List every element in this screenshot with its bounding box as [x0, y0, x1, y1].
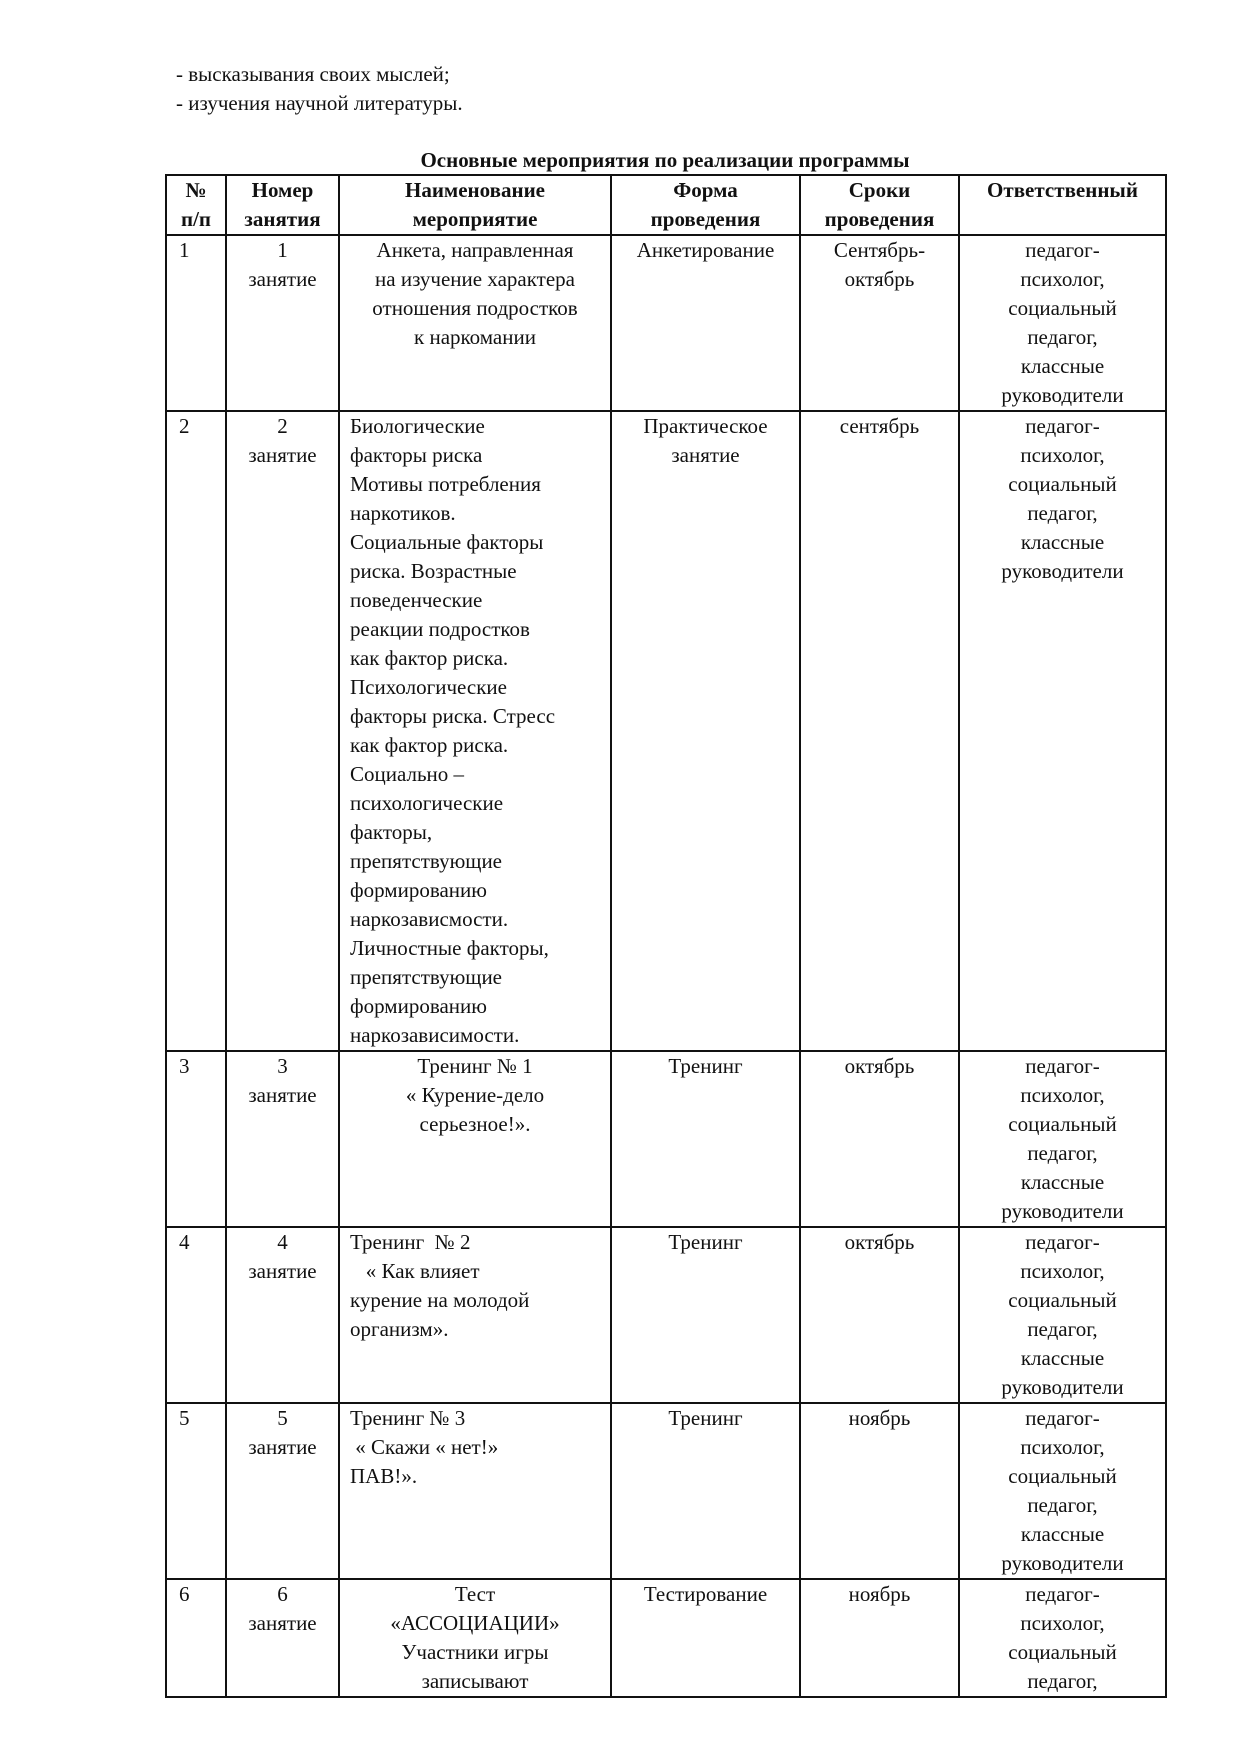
cell-lesson [226, 1403, 339, 1579]
cell-responsible-line: педагог- [1025, 1230, 1100, 1254]
cell-activity-name-line: « Скажи « нет!» [350, 1435, 499, 1459]
cell-responsible-line: педагог, [1027, 1493, 1098, 1517]
cell-activity-name-line: Участники игры [401, 1640, 549, 1664]
header-responsible: Ответственный [959, 175, 1166, 235]
cell-responsible [959, 411, 1166, 1051]
cell-term-line: октябрь [844, 1054, 915, 1078]
table-row [166, 411, 1166, 1051]
cell-form [611, 1403, 800, 1579]
cell-responsible-line: руководители [1001, 559, 1124, 583]
cell-responsible-line: социальный [1008, 472, 1117, 496]
cell-activity-name-line: «АССОЦИАЦИИ» [390, 1611, 560, 1635]
intro-list [176, 60, 463, 118]
cell-responsible-line: педагог, [1027, 1141, 1098, 1165]
cell-activity-name-line: Тренинг № 1 [417, 1054, 533, 1078]
cell-activity-name-line: курение на молодой [350, 1288, 530, 1312]
cell-activity-name-line: на изучение характера [375, 267, 575, 291]
cell-num: 5 [166, 1403, 226, 1579]
cell-form [611, 235, 800, 411]
cell-form-line: Тренинг [668, 1230, 743, 1254]
cell-activity-name-line: Тест [454, 1582, 496, 1606]
header-form: Форма проведения [611, 175, 800, 235]
cell-responsible-line: психолог, [1020, 1435, 1105, 1459]
intro-line: - изучения научной литературы. [176, 91, 463, 115]
cell-responsible-line: социальный [1008, 296, 1117, 320]
cell-term [800, 1579, 959, 1697]
cell-activity-name-line: к наркомании [414, 325, 536, 349]
table-row [166, 1051, 1166, 1227]
cell-lesson-line: 2 [277, 414, 288, 438]
cell-activity-name [339, 1579, 611, 1697]
cell-term-line: сентябрь [839, 414, 920, 438]
table-row [166, 1227, 1166, 1403]
cell-activity-name-line: « Как влияет [350, 1259, 480, 1283]
cell-activity-name-line: Тренинг № 3 [350, 1406, 466, 1430]
cell-form [611, 1579, 800, 1697]
cell-num: 1 [166, 235, 226, 411]
cell-lesson-line: 4 [277, 1230, 288, 1254]
cell-responsible-line: психолог, [1020, 1259, 1105, 1283]
cell-responsible-line: психолог, [1020, 1083, 1105, 1107]
cell-responsible [959, 1403, 1166, 1579]
cell-lesson-line: 5 [277, 1406, 288, 1430]
cell-activity-name-line: препятствующие [350, 965, 503, 989]
cell-form-line: занятие [671, 443, 740, 467]
cell-activity-name-line: Тренинг № 2 [350, 1230, 471, 1254]
cell-activity-name-line: Анкета, направленная [376, 238, 574, 262]
cell-activity-name-line: препятствующие [350, 849, 503, 873]
cell-form-line: Тренинг [668, 1054, 743, 1078]
cell-responsible-line: руководители [1001, 1551, 1124, 1575]
cell-lesson-line: занятие [248, 267, 317, 291]
cell-activity-name-line: Биологические [350, 414, 485, 438]
cell-lesson-line: занятие [248, 1083, 317, 1107]
cell-num: 6 [166, 1579, 226, 1697]
cell-term-line: Сентябрь- [833, 238, 926, 262]
cell-lesson-line: занятие [248, 1611, 317, 1635]
cell-lesson [226, 1227, 339, 1403]
cell-form-line: Тестирование [643, 1582, 768, 1606]
cell-lesson-line: занятие [248, 1435, 317, 1459]
cell-responsible-line: социальный [1008, 1288, 1117, 1312]
cell-term-line: октябрь [844, 1230, 915, 1254]
cell-activity-name-line: наркозависимости. [350, 1023, 520, 1047]
cell-responsible-line: классные [1020, 1170, 1105, 1194]
header-num: № п/п [166, 175, 226, 235]
cell-responsible-line: педагог- [1025, 1406, 1100, 1430]
cell-lesson-line: занятие [248, 1259, 317, 1283]
cell-form [611, 1227, 800, 1403]
cell-activity-name [339, 235, 611, 411]
cell-activity-name-line: ПАВ!». [350, 1464, 418, 1488]
cell-responsible-line: педагог- [1025, 238, 1100, 262]
cell-activity-name-line: Психологические [350, 675, 507, 699]
intro-line: - высказывания своих мыслей; [176, 62, 450, 86]
cell-term [800, 1227, 959, 1403]
cell-num: 4 [166, 1227, 226, 1403]
cell-term-line: ноябрь [848, 1406, 911, 1430]
cell-responsible-line: педагог, [1027, 1317, 1098, 1341]
table-row [166, 1579, 1166, 1697]
cell-activity-name [339, 1227, 611, 1403]
cell-activity-name [339, 411, 611, 1051]
cell-activity-name-line: как фактор риска. [350, 733, 509, 757]
cell-activity-name-line: факторы, [350, 820, 433, 844]
cell-num: 3 [166, 1051, 226, 1227]
cell-responsible [959, 235, 1166, 411]
cell-activity-name-line: поведенческие [350, 588, 483, 612]
cell-responsible-line: социальный [1008, 1464, 1117, 1488]
cell-responsible-line: руководители [1001, 1375, 1124, 1399]
cell-activity-name-line: Социально – [350, 762, 465, 786]
cell-form-line: Анкетирование [636, 238, 775, 262]
cell-activity-name-line: Личностные факторы, [350, 936, 549, 960]
cell-responsible-line: психолог, [1020, 443, 1105, 467]
cell-term [800, 411, 959, 1051]
cell-responsible-line: педагог- [1025, 414, 1100, 438]
cell-activity-name [339, 1051, 611, 1227]
cell-activity-name-line: риска. Возрастные [350, 559, 517, 583]
cell-responsible-line: психолог, [1020, 267, 1105, 291]
cell-activity-name-line: Мотивы потребления [350, 472, 541, 496]
cell-term [800, 235, 959, 411]
cell-activity-name-line: серьезное!». [419, 1112, 531, 1136]
cell-responsible-line: педагог, [1027, 1669, 1098, 1693]
cell-responsible-line: педагог- [1025, 1054, 1100, 1078]
cell-activity-name-line: факторы риска [350, 443, 483, 467]
cell-activity-name-line: записывают [421, 1669, 529, 1693]
cell-activity-name-line: формированию [350, 994, 487, 1018]
cell-form-line: Практическое [643, 414, 768, 438]
cell-lesson-line: 6 [277, 1582, 288, 1606]
cell-responsible-line: социальный [1008, 1112, 1117, 1136]
header-term: Сроки проведения [800, 175, 959, 235]
table-row [166, 1403, 1166, 1579]
cell-activity-name-line: формированию [350, 878, 487, 902]
cell-responsible [959, 1579, 1166, 1697]
cell-activity-name [339, 1403, 611, 1579]
cell-activity-name-line: отношения подростков [372, 296, 578, 320]
cell-lesson-line: 3 [277, 1054, 288, 1078]
cell-form [611, 411, 800, 1051]
cell-responsible-line: руководители [1001, 1199, 1124, 1223]
cell-responsible-line: классные [1020, 530, 1105, 554]
cell-activity-name-line: Социальные факторы [350, 530, 544, 554]
cell-activity-name-line: факторы риска. Стресс [350, 704, 556, 728]
activities-table [165, 174, 1167, 1698]
cell-lesson [226, 1051, 339, 1227]
table-header-row [166, 175, 1166, 235]
table-title: Основные мероприятия по реализации программы [420, 148, 910, 172]
cell-term-line: ноябрь [848, 1582, 911, 1606]
cell-responsible [959, 1051, 1166, 1227]
cell-form-line: Тренинг [668, 1406, 743, 1430]
cell-lesson-line: занятие [248, 443, 317, 467]
cell-num: 2 [166, 411, 226, 1051]
cell-lesson [226, 235, 339, 411]
cell-responsible-line: педагог, [1027, 325, 1098, 349]
cell-responsible-line: социальный [1008, 1640, 1117, 1664]
cell-term [800, 1051, 959, 1227]
cell-responsible-line: педагог- [1025, 1582, 1100, 1606]
cell-activity-name-line: организм». [350, 1317, 449, 1341]
table-body [166, 235, 1166, 1697]
cell-responsible-line: педагог, [1027, 501, 1098, 525]
cell-responsible-line: психолог, [1020, 1611, 1105, 1635]
header-lesson: Номер занятия [226, 175, 339, 235]
cell-activity-name-line: « Курение-дело [405, 1083, 545, 1107]
cell-responsible-line: руководители [1001, 383, 1124, 407]
cell-activity-name-line: наркотиков. [350, 501, 456, 525]
cell-responsible [959, 1227, 1166, 1403]
cell-term [800, 1403, 959, 1579]
cell-responsible-line: классные [1020, 354, 1105, 378]
cell-responsible-line: классные [1020, 1522, 1105, 1546]
cell-lesson-line: 1 [277, 238, 288, 262]
cell-activity-name-line: наркозависмости. [350, 907, 509, 931]
cell-responsible-line: классные [1020, 1346, 1105, 1370]
cell-activity-name-line: как фактор риска. [350, 646, 509, 670]
cell-term-line: октябрь [844, 267, 915, 291]
table-row [166, 235, 1166, 411]
header-name: Наименование мероприятие [339, 175, 611, 235]
cell-activity-name-line: реакции подростков [350, 617, 530, 641]
cell-activity-name-line: психологические [350, 791, 504, 815]
cell-lesson [226, 411, 339, 1051]
cell-form [611, 1051, 800, 1227]
cell-lesson [226, 1579, 339, 1697]
